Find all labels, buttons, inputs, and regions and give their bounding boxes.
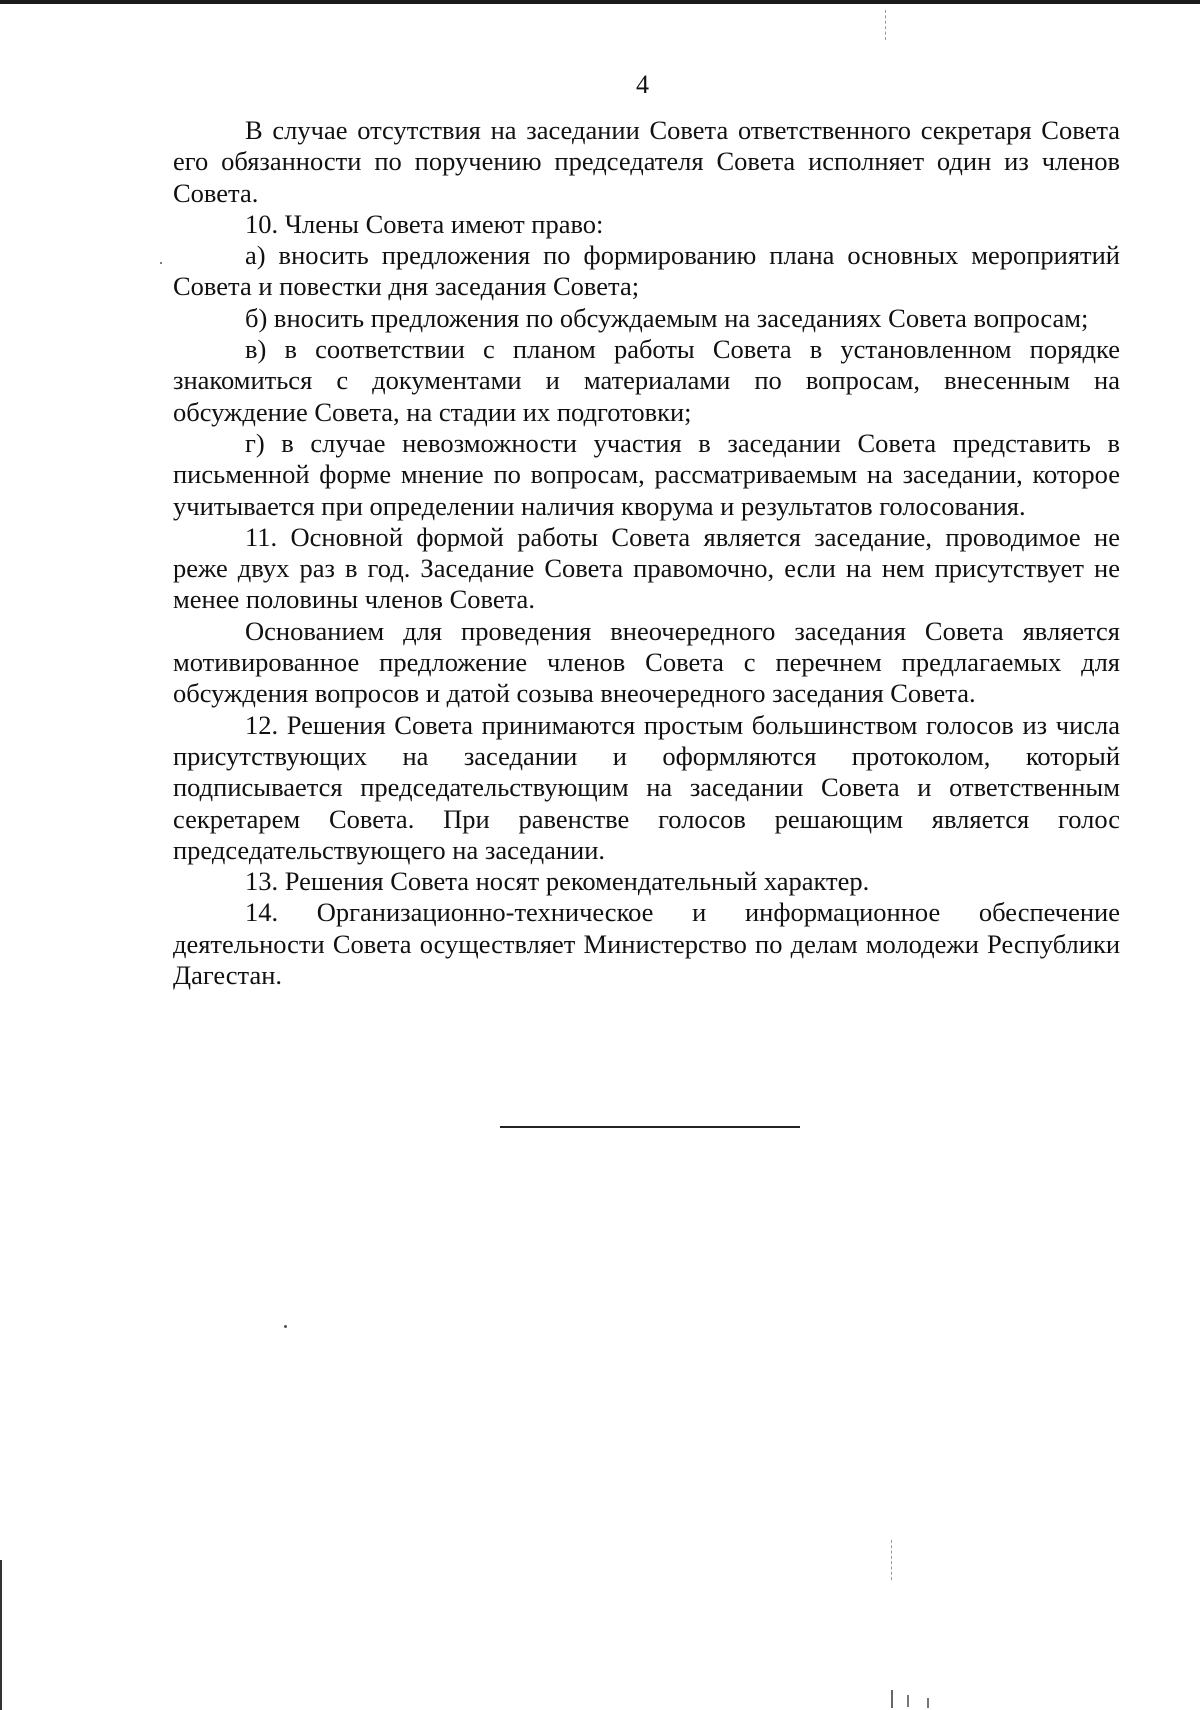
paragraph-extraordinary-meeting: Основанием для проведения внеочередного заседания Совета является мотивированное предложение членов Совета с перечнем предлагаемых для обсуждения вопросов и датой созыва внеочередного заседания Совета. xyxy=(173,615,1120,709)
paragraph-item-10: 10. Члены Совета имеют право: xyxy=(245,208,604,239)
scan-edge-top xyxy=(0,0,1200,4)
scan-artifact-line xyxy=(891,1690,894,1708)
paragraph-item-10a: а) вносить предложения по формированию плана основных мероприятий Совета и повестки дня заседания Совета; xyxy=(173,240,1120,302)
scan-edge-left xyxy=(0,1560,2,1710)
paragraph-item-10g: г) в случае невозможности участия в заседании Совета представить в письменной форме мнение по вопросам, рассматриваемым на заседании, которое учитывается при определении наличия кворума и результатов голосования. xyxy=(173,427,1120,521)
document-body xyxy=(173,115,1120,991)
paragraph-item-11: 11. Основной формой работы Совета является заседание, проводимое не реже двух раз в год. Заседание Совета правомочно, если на нем присутствует не менее половины членов Совета. xyxy=(173,521,1120,615)
paragraph-item-12: 12. Решения Совета принимаются простым большинством голосов из числа присутствующих на заседании и оформляются протоколом, который подписывается председательствующим на заседании Совета и ответственным секретарем Совета. При равенстве голосов решающим является голос председательствующего на заседании. xyxy=(173,709,1120,865)
scan-artifact-line xyxy=(885,10,887,40)
scan-artifact-line xyxy=(907,1695,910,1707)
paragraph-item-13: 13. Решения Совета носят рекомендательный характер. xyxy=(245,866,870,897)
scan-artifact-line xyxy=(927,1698,930,1708)
end-divider-line xyxy=(500,1126,800,1128)
paragraph-item-10b: б) вносить предложения по обсуждаемым на заседаниях Совета вопросам; xyxy=(245,302,1089,333)
paragraph-item-10v: в) в соответствии с планом работы Совета в установленном порядке знакомиться с документами и материалами по вопросам, внесенным на обсуждение Совета, на стадии их подготовки; xyxy=(173,334,1120,427)
paragraph-item-14: 14. Организационно-техническое и информационное обеспечение деятельности Совета осуществляет Министерство по делам молодежи Республики Дагестан. xyxy=(173,897,1120,991)
paragraph-secretary-absence: В случае отсутствия на заседании Совета ответственного секретаря Совета его обязанности по поручению председателя Совета исполняет один из членов Совета. xyxy=(173,115,1120,208)
scan-speck xyxy=(160,262,162,264)
page-number: 4 xyxy=(636,70,649,99)
scan-speck xyxy=(284,1325,287,1328)
scan-artifact-line xyxy=(891,1540,893,1580)
